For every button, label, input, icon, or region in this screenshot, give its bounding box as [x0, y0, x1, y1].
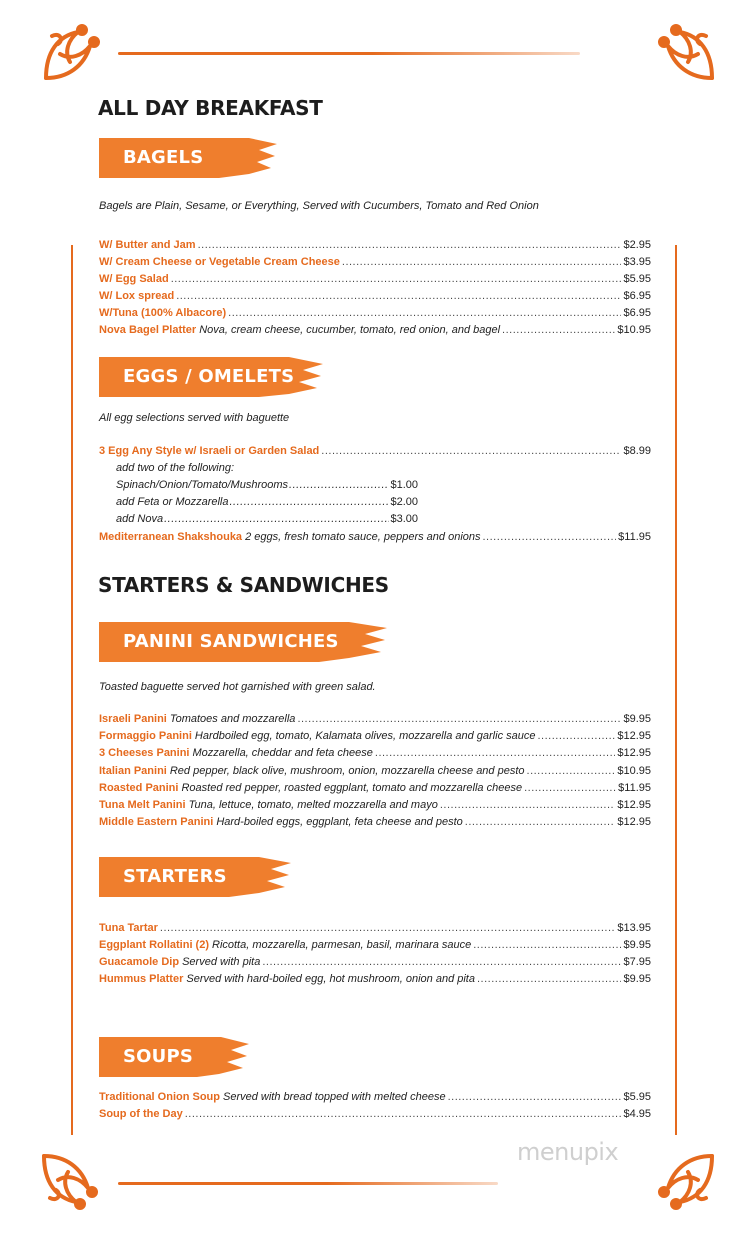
item-price: $6.95: [623, 307, 651, 319]
item-price: $13.95: [617, 922, 651, 934]
panini-note: Toasted baguette served hot garnished with green salad.: [99, 681, 376, 693]
addon-header: add two of the following:: [116, 462, 235, 474]
item-price: $9.95: [623, 973, 651, 985]
leader-dots: [230, 494, 390, 510]
item-name: Hummus Platter: [99, 973, 184, 985]
item-name: Eggplant Rollatini (2): [99, 939, 209, 951]
item-description: Served with hard-boiled egg, hot mushroom, onion and pita: [186, 973, 475, 985]
leader-dots: [477, 971, 621, 987]
leader-dots: [198, 237, 622, 253]
menu-item: [99, 937, 651, 953]
leader-dots: [171, 271, 622, 287]
banner-panini-label: PANINI SANDWICHES: [123, 631, 339, 652]
addon-name: add Nova: [116, 513, 164, 525]
leader-dots: [289, 477, 389, 493]
item-name: Israeli Panini: [99, 713, 167, 725]
banner-soups: [99, 1037, 251, 1077]
leader-dots: [537, 728, 615, 744]
item-name: 3 Egg Any Style w/ Israeli or Garden Salad: [99, 445, 320, 457]
item-price: $12.95: [617, 747, 651, 759]
menu-item: [99, 1089, 651, 1105]
leader-dots: [262, 954, 621, 970]
leader-dots: [160, 920, 615, 936]
item-price: $3.95: [623, 256, 651, 268]
item-name: W/ Lox spread: [99, 290, 175, 302]
leader-dots: [297, 711, 621, 727]
ornament-top-right-icon: [656, 22, 720, 86]
menu-item: [99, 711, 651, 727]
addon-item: [116, 477, 418, 493]
left-border: [71, 245, 73, 1135]
item-price: $12.95: [617, 730, 651, 742]
item-name: Roasted Panini: [99, 782, 179, 794]
menu-item: [99, 954, 651, 970]
item-description: Hard-boiled eggs, eggplant, feta cheese and pesto: [216, 816, 463, 828]
leader-dots: [185, 1106, 622, 1122]
leader-dots: [321, 443, 621, 459]
banner-soups-label: SOUPS: [123, 1046, 194, 1067]
item-description: Ricotta, mozzarella, parmesan, basil, marinara sauce: [212, 939, 472, 951]
leader-dots: [502, 322, 615, 338]
menu-item: [99, 780, 651, 796]
leader-dots: [465, 814, 616, 830]
item-description: 2 eggs, fresh tomato sauce, peppers and onions: [245, 531, 481, 543]
item-price: $9.95: [623, 713, 651, 725]
menu-item: [99, 443, 651, 459]
menu-item: [99, 728, 651, 744]
item-name: 3 Cheeses Panini: [99, 747, 190, 759]
menu-item: [99, 305, 651, 321]
right-border: [675, 245, 677, 1135]
item-price: $6.95: [623, 290, 651, 302]
item-price: $9.95: [623, 939, 651, 951]
item-name: W/ Egg Salad: [99, 273, 169, 285]
leader-dots: [524, 780, 616, 796]
item-name: Formaggio Panini: [99, 730, 192, 742]
menu-item: [99, 237, 651, 253]
bottom-divider: [118, 1182, 498, 1185]
leader-dots: [164, 511, 389, 527]
item-description: Tuna, lettuce, tomato, melted mozzarella and mayo: [188, 799, 438, 811]
leader-dots: [473, 937, 621, 953]
item-name: Traditional Onion Soup: [99, 1091, 220, 1103]
item-price: $12.95: [617, 799, 651, 811]
item-price: $10.95: [617, 765, 651, 777]
item-name: Tuna Tartar: [99, 922, 158, 934]
item-description: Served with pita: [182, 956, 261, 968]
item-description: Mozzarella, cheddar and feta cheese: [192, 747, 373, 759]
item-price: $2.95: [623, 239, 651, 251]
menu-item: [99, 1106, 651, 1122]
item-description: Tomatoes and mozzarella: [169, 713, 296, 725]
banner-starters-label: STARTERS: [123, 866, 227, 887]
menu-item: [99, 814, 651, 830]
menu-item: [99, 322, 651, 338]
addon-name: add Feta or Mozzarella: [116, 496, 229, 508]
menu-item: [99, 271, 651, 287]
item-price: $10.95: [617, 324, 651, 336]
item-name: Italian Panini: [99, 765, 167, 777]
item-name: W/ Butter and Jam: [99, 239, 196, 251]
eggs-note: All egg selections served with baguette: [99, 412, 290, 424]
item-name: Middle Eastern Panini: [99, 816, 214, 828]
item-description: Red pepper, black olive, mushroom, onion, mozzarella cheese and pesto: [169, 765, 525, 777]
item-description: Hardboiled egg, tomato, Kalamata olives, mozzarella and garlic sauce: [194, 730, 536, 742]
bagels-note: Bagels are Plain, Sesame, or Everything, Served with Cucumbers, Tomato and Red Onion: [99, 200, 539, 212]
item-name: Mediterranean Shakshouka: [99, 531, 243, 543]
menu-item: [99, 763, 651, 779]
item-name: Tuna Melt Panini: [99, 799, 186, 811]
menu-item: [99, 529, 651, 545]
addon-price: $2.00: [390, 496, 418, 508]
item-name: W/ Cream Cheese or Vegetable Cream Cheese: [99, 256, 340, 268]
ornament-bottom-right-icon: [656, 1148, 720, 1212]
menu-item: [99, 288, 651, 304]
watermark: menupix: [517, 1138, 619, 1166]
item-name: Soup of the Day: [99, 1108, 183, 1120]
item-price: $11.95: [618, 782, 651, 794]
banner-eggs-label: EGGS / OMELETS: [123, 366, 295, 387]
menu-item: [99, 254, 651, 270]
leader-dots: [440, 797, 616, 813]
item-description: Roasted red pepper, roasted eggplant, tomato and mozzarella cheese: [181, 782, 523, 794]
menu-item: [99, 745, 651, 761]
item-name: Nova Bagel Platter: [99, 324, 197, 336]
banner-bagels-label: BAGELS: [123, 147, 204, 168]
ornament-bottom-left-icon: [36, 1148, 100, 1212]
menu-item: [99, 971, 651, 987]
top-divider: [118, 52, 580, 55]
item-price: $12.95: [617, 816, 651, 828]
item-price: $5.95: [623, 1091, 651, 1103]
banner-starters: [99, 857, 293, 897]
item-price: $7.95: [623, 956, 651, 968]
banner-bagels: [99, 138, 279, 178]
addon-item: [116, 494, 418, 510]
item-price: $8.99: [623, 445, 651, 457]
item-name: Guacamole Dip: [99, 956, 180, 968]
leader-dots: [527, 763, 616, 779]
leader-dots: [342, 254, 622, 270]
addon-price: $3.00: [390, 513, 418, 525]
item-price: $11.95: [618, 531, 651, 543]
leader-dots: [176, 288, 621, 304]
banner-panini: [99, 622, 389, 662]
menu-item: [99, 920, 651, 936]
banner-eggs: [99, 357, 325, 397]
leader-dots: [375, 745, 615, 761]
item-name: W/Tuna (100% Albacore): [99, 307, 227, 319]
menu-item: [99, 797, 651, 813]
section-title-starters-sandwiches: STARTERS & SANDWICHES: [98, 573, 389, 597]
item-price: $5.95: [623, 273, 651, 285]
addon-name: Spinach/Onion/Tomato/Mushrooms: [116, 479, 289, 491]
item-description: Nova, cream cheese, cucumber, tomato, red onion, and bagel: [199, 324, 501, 336]
addon-price: $1.00: [390, 479, 418, 491]
ornament-top-left-icon: [38, 22, 102, 86]
section-title-breakfast: ALL DAY BREAKFAST: [98, 96, 323, 120]
leader-dots: [228, 305, 621, 321]
item-description: Served with bread topped with melted cheese: [223, 1091, 446, 1103]
item-price: $4.95: [623, 1108, 651, 1120]
leader-dots: [483, 529, 617, 545]
leader-dots: [448, 1089, 622, 1105]
addon-item: [116, 511, 418, 527]
